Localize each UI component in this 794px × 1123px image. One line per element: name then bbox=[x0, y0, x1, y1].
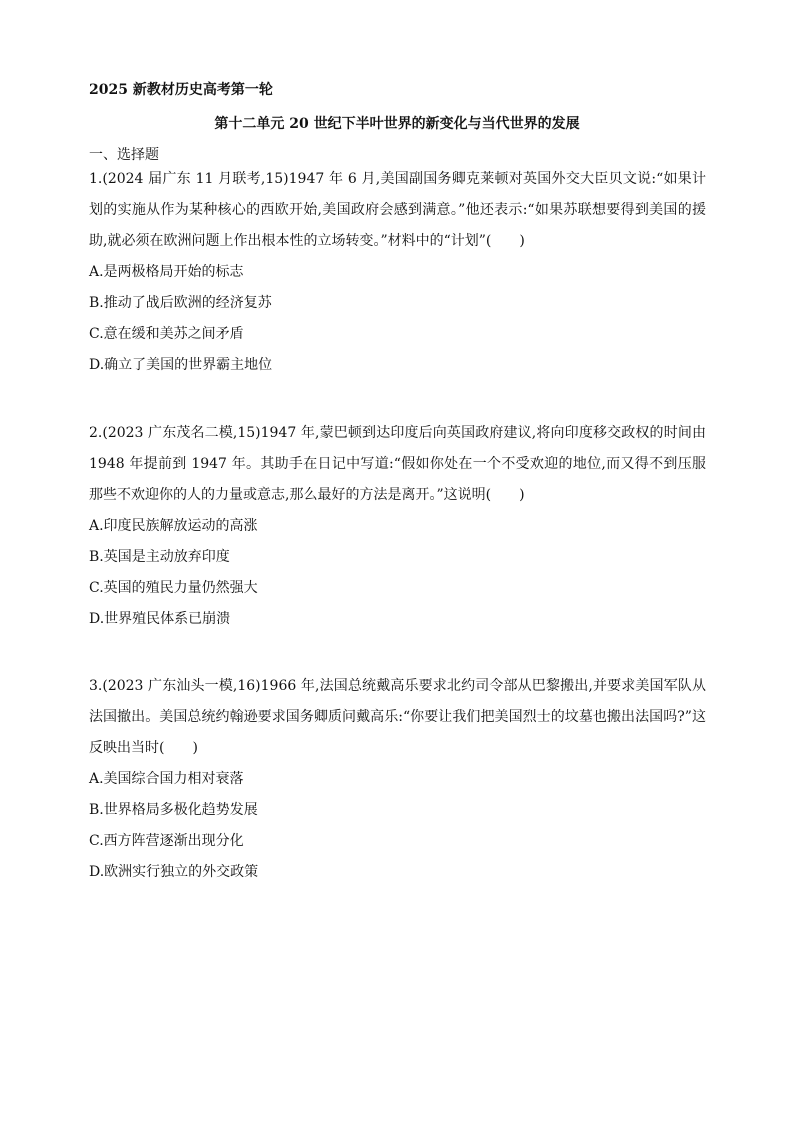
question-2 bbox=[89, 418, 706, 635]
question-1-stem: 1.(2024 届广东 11 月联考,15)1947 年 6 月,美国副国务卿克莱顿对英国外交大臣贝文说:“如果计划的实施从作为某种核心的西欧开始,美国政府会感到满意。”他还表示:“如果苏联想要得到美国的援助,就必须在欧洲问题上作出根本性的立场转变。”材料中的“计划”( ) bbox=[89, 171, 706, 249]
question-2-option-d: D.世界殖民体系已崩溃 bbox=[89, 611, 231, 627]
question-1-option-c: C.意在缓和美苏之间矛盾 bbox=[89, 326, 244, 342]
section-title: 一、选择题 bbox=[89, 147, 159, 163]
question-1-option-a: A.是两极格局开始的标志 bbox=[89, 264, 244, 280]
question-2-option-b: B.英国是主动放弃印度 bbox=[89, 549, 230, 565]
question-2-option-a: A.印度民族解放运动的高涨 bbox=[89, 518, 258, 534]
question-2-option-c: C.英国的殖民力量仍然强大 bbox=[89, 580, 258, 596]
question-3-option-c: C.西方阵营逐渐出现分化 bbox=[89, 833, 244, 849]
question-3-option-d: D.欧洲实行独立的外交政策 bbox=[89, 864, 259, 880]
question-2-stem: 2.(2023 广东茂名二模,15)1947 年,蒙巴顿到达印度后向英国政府建议,将向印度移交政权的时间由 1948 年提前到 1947 年。其助手在日记中写道:“假如你处在一个不受欢迎的地位,而又得不到压服那些不欢迎你的人的力量或意志,那么最好的方法是离开。”这说明( ) bbox=[89, 425, 706, 503]
document-title: 2025 新教材历史高考第一轮 bbox=[89, 82, 273, 98]
question-3-option-b: B.世界格局多极化趋势发展 bbox=[89, 802, 258, 818]
question-3-options bbox=[89, 764, 706, 888]
question-1-option-d: D.确立了美国的世界霸主地位 bbox=[89, 357, 273, 373]
unit-title: 第十二单元 20 世纪下半叶世界的新变化与当代世界的发展 bbox=[214, 116, 580, 132]
question-1 bbox=[89, 164, 706, 381]
question-1-option-b: B.推动了战后欧洲的经济复苏 bbox=[89, 295, 272, 311]
question-2-options bbox=[89, 511, 706, 635]
question-1-options bbox=[89, 257, 706, 381]
question-3-stem: 3.(2023 广东汕头一模,16)1966 年,法国总统戴高乐要求北约司令部从巴黎搬出,并要求美国军队从法国撤出。美国总统约翰逊要求国务卿质问戴高乐:“你要让我们把美国烈士的坟墓也搬出法国吗?”这反映出当时( ) bbox=[89, 678, 706, 756]
question-3 bbox=[89, 671, 706, 888]
question-3-option-a: A.美国综合国力相对衰落 bbox=[89, 771, 244, 787]
